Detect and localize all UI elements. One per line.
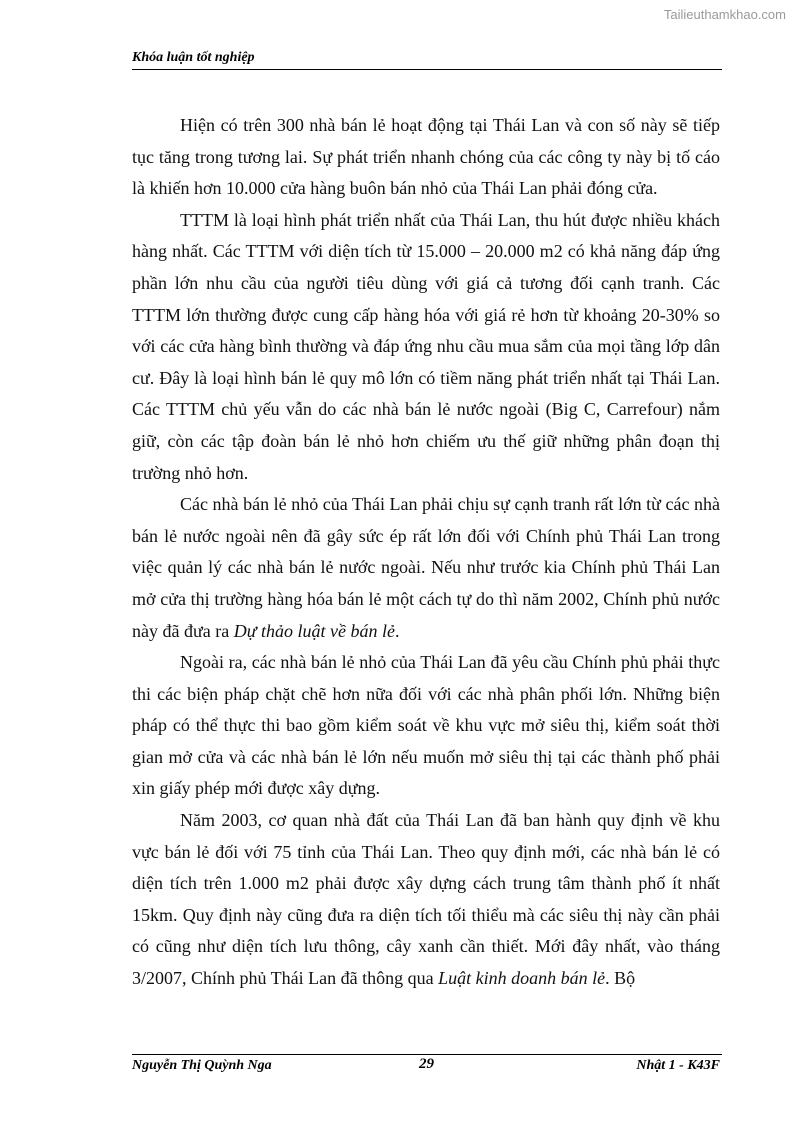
watermark: Tailieuthamkhao.com bbox=[663, 7, 786, 22]
paragraph-text: Các nhà bán lẻ nhỏ của Thái Lan phải chịu sự cạnh tranh rất lớn từ các nhà bán lẻ nước ngoài nên đã gây sức ép rất lớn đối với Chính phủ Thái Lan trong việc quản lý các nhà bán lẻ nước ngoài. Nếu như trước kia Chính phủ Thái Lan mở cửa thị trường hàng hóa bán lẻ một cách tự do thì năm 2002, Chính phủ nước này đã đưa ra bbox=[132, 494, 720, 641]
paragraph bbox=[132, 110, 720, 205]
paragraph-text: Hiện có trên 300 nhà bán lẻ hoạt động tại Thái Lan và con số này sẽ tiếp tục tăng trong tương lai. Sự phát triển nhanh chóng của các công ty này bị tố cáo là khiến hơn 10.000 cửa hàng buôn bán nhỏ của Thái Lan phải đóng cửa. bbox=[132, 115, 720, 199]
footer-author: Nguyễn Thị Quỳnh Nga bbox=[132, 1058, 272, 1073]
paragraph-text: Năm 2003, cơ quan nhà đất của Thái Lan đã ban hành quy định về khu vực bán lẻ đối với 75 tỉnh của Thái Lan. Theo quy định mới, các nhà bán lẻ có diện tích trên 1.000 m2 phải được xây dựng cách trung tâm thành phố ít nhất 15km. Quy định này cũng đưa ra diện tích tối thiểu mà các siêu thị này cần phải có cũng như diện tích lưu thông, cây xanh cần thiết. Mới đây nhất, vào tháng 3/2007, Chính phủ Thái Lan đã thông qua bbox=[132, 810, 720, 989]
paragraph bbox=[132, 647, 720, 805]
paragraph-tail: . Bộ bbox=[605, 968, 636, 989]
page-header-title: Khóa luận tốt nghiệp bbox=[132, 50, 255, 65]
body-text bbox=[132, 110, 720, 995]
paragraph bbox=[132, 205, 720, 489]
paragraph bbox=[132, 805, 720, 995]
footer-class: Nhật 1 - K43F bbox=[636, 1058, 720, 1073]
italic-title: Dự thảo luật về bán lẻ bbox=[233, 620, 396, 641]
italic-title: Luật kinh doanh bán lẻ bbox=[438, 968, 606, 989]
footer-divider bbox=[132, 1054, 722, 1055]
page-number: 29 bbox=[419, 1056, 434, 1072]
paragraph-text: Ngoài ra, các nhà bán lẻ nhỏ của Thái Lan đã yêu cầu Chính phủ phải thực thi các biện pháp chặt chẽ hơn nữa đối với các nhà phân phối lớn. Những biện pháp có thể thực thi bao gồm kiểm soát về khu vực mở siêu thị, kiểm soát thời gian mở cửa và các nhà bán lẻ lớn nếu muốn mở siêu thị tại các thành phố phải xin giấy phép mới được xây dựng. bbox=[132, 652, 720, 799]
page-footer bbox=[132, 1058, 720, 1078]
paragraph-text: TTTM là loại hình phát triển nhất của Thái Lan, thu hút được nhiều khách hàng nhất. Các TTTM với diện tích từ 15.000 – 20.000 m2 có khả năng đáp ứng phần lớn nhu cầu của người tiêu dùng với giá cả tương đối cạnh tranh. Các TTTM lớn thường được cung cấp hàng hóa với giá rẻ hơn từ khoảng 20-30% so với các cửa hàng bình thường và đáp ứng nhu cầu mua sắm của mọi tầng lớp dân cư. Đây là loại hình bán lẻ quy mô lớn có tiềm năng phát triển nhất tại Thái Lan. Các TTTM chủ yếu vẫn do các nhà bán lẻ nước ngoài (Big C, Carrefour) nắm giữ, còn các tập đoàn bán lẻ nhỏ hơn chiếm ưu thế giữ những phân đoạn thị trường nhỏ hơn. bbox=[132, 209, 720, 483]
paragraph-tail: . bbox=[395, 620, 400, 641]
header-divider bbox=[132, 69, 722, 70]
paragraph bbox=[132, 489, 720, 647]
